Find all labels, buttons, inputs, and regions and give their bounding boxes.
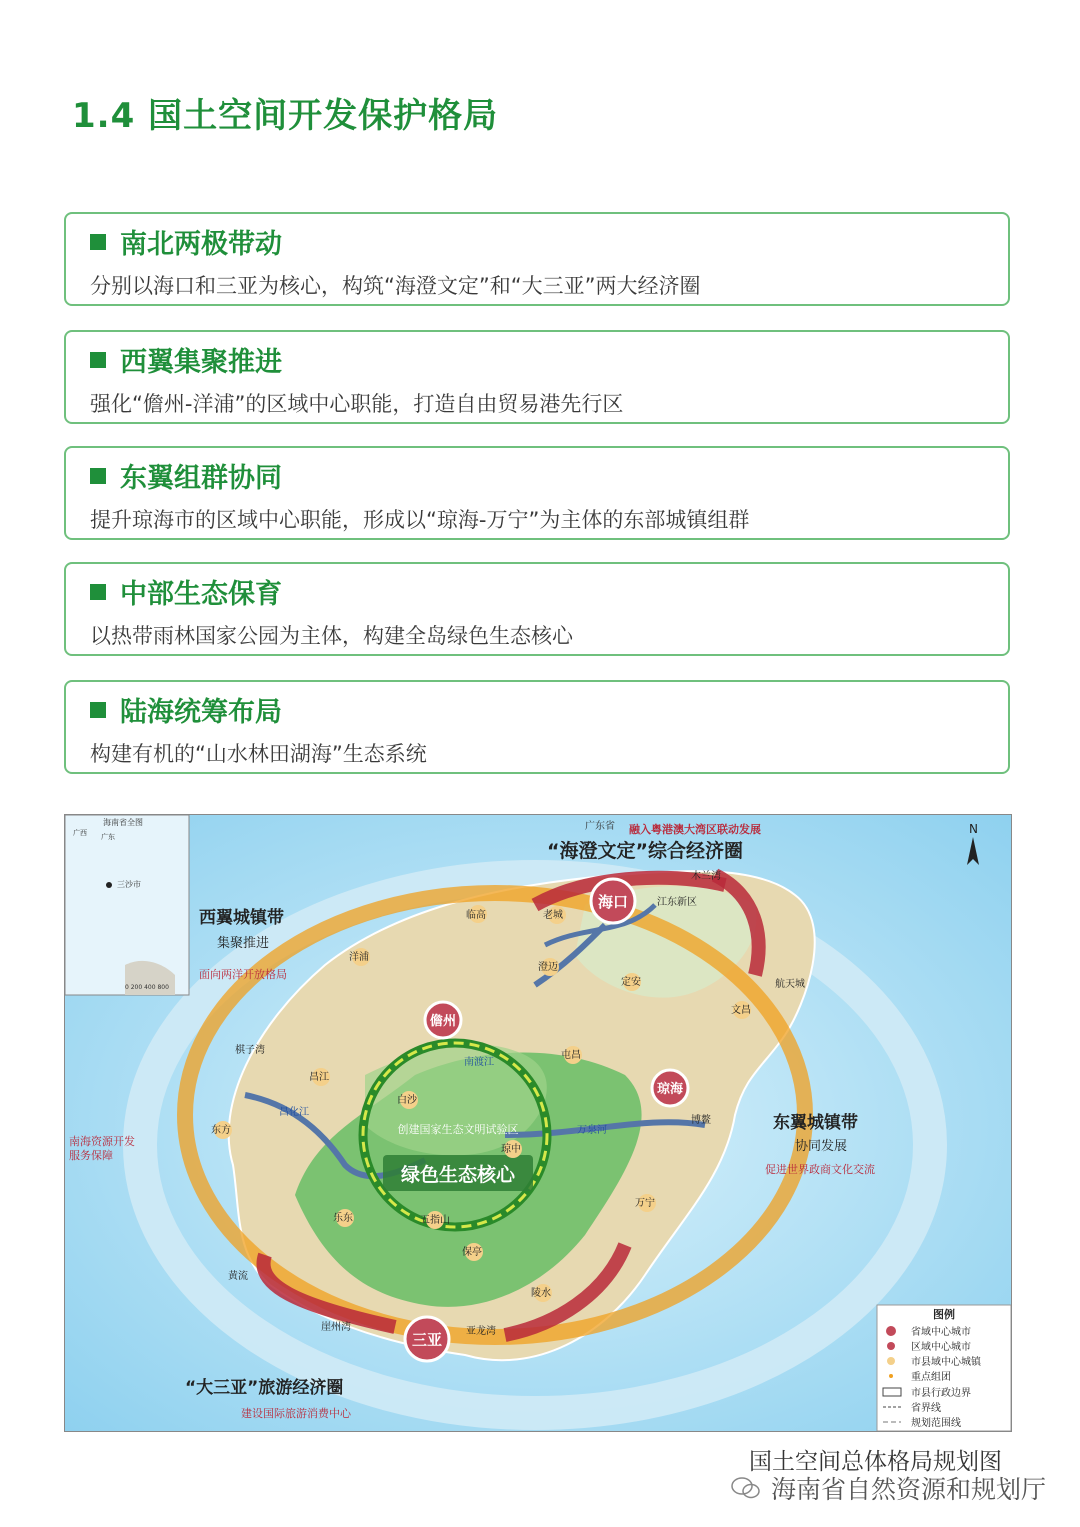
sea-note: 南海资源开发服务保障 [69, 1135, 135, 1162]
map-caption: 国土空间总体格局规划图 [749, 1449, 1002, 1475]
card-east-wing [64, 446, 1010, 540]
city-yazhouwan: 崖州湾 [321, 1322, 351, 1333]
city-wuzhishan: 五指山 [420, 1215, 450, 1226]
west-belt-note: 面向两洋开放格局 [199, 968, 287, 981]
inset-scale: 0 200 400 800 [125, 984, 169, 991]
north-circle-label: “海澄文定”综合经济圈 [547, 840, 743, 862]
card-desc: 提升琼海市的区域中心职能，形成以“琼海-万宁”为主体的东部城镇组群 [90, 508, 750, 532]
bullet-square [90, 702, 106, 718]
inset-guangxi: 广西 [73, 829, 87, 837]
river-changhua-label: 昌化江 [279, 1107, 309, 1118]
city-baoting: 保亭 [462, 1247, 482, 1258]
card-title: 东翼组群协同 [120, 463, 282, 494]
card-title: 西翼集聚推进 [120, 347, 282, 378]
city-yangpu: 洋浦 [349, 952, 369, 963]
city-danzhou: 儋州 [429, 1014, 457, 1029]
city-mulanwan: 木兰湾 [691, 871, 721, 882]
core-sub-label: 创建国家生态文明试验区 [397, 1123, 519, 1136]
city-wenchang: 文昌 [731, 1005, 751, 1016]
city-wanning: 万宁 [635, 1198, 655, 1209]
wechat-icon [731, 1476, 761, 1500]
legend-item-7: 规划范围线 [911, 1418, 961, 1429]
city-ledong: 乐东 [333, 1213, 353, 1224]
city-lingshui: 陵水 [531, 1288, 551, 1299]
legend-title: 图例 [933, 1308, 955, 1321]
city-laocheng: 老城 [543, 910, 563, 921]
card-desc: 以热带雨林国家公园为主体，构建全岛绿色生态核心 [90, 624, 573, 648]
city-tunchang: 屯昌 [561, 1050, 581, 1061]
city-yalongwan: 亚龙湾 [466, 1326, 496, 1337]
city-sanya: 三亚 [411, 1331, 443, 1349]
river-nandu-label: 南渡江 [464, 1057, 494, 1068]
city-jiangdong: 江东新区 [657, 897, 697, 908]
river-wanquan-label: 万泉河 [577, 1125, 607, 1136]
city-dongfang: 东方 [211, 1125, 231, 1136]
bullet-square [90, 468, 106, 484]
city-boao: 博鳌 [691, 1115, 711, 1126]
inset-guangdong: 广东 [101, 833, 115, 841]
legend-item-6: 省界线 [911, 1403, 941, 1414]
city-haikou: 海口 [597, 893, 629, 911]
legend-item-4: 重点组团 [911, 1372, 951, 1383]
north-label: N [969, 822, 978, 836]
city-baisha: 白沙 [397, 1095, 417, 1106]
city-chengmai: 澄迈 [538, 962, 558, 973]
page-title: 1.4 国土空间开发保护格局 [72, 96, 499, 136]
legend-item-3: 市县域中心城镇 [911, 1357, 981, 1368]
legend-box [877, 1305, 1011, 1431]
city-qiongzhong: 琼中 [501, 1144, 521, 1155]
bay-area-label: 融入粤港澳大湾区联动发展 [629, 823, 761, 836]
east-belt-label: 东翼城镇带 [773, 1113, 858, 1133]
south-circle-label: “大三亚”旅游经济圈 [185, 1378, 344, 1398]
card-land-sea [64, 680, 1010, 774]
city-changjiang: 昌江 [309, 1072, 329, 1083]
east-belt-note: 促进世界政商文化交流 [765, 1163, 875, 1176]
west-belt-label: 西翼城镇带 [199, 908, 284, 928]
west-belt-sub: 集聚推进 [217, 936, 270, 951]
bullet-square [90, 234, 106, 250]
city-lingao: 临高 [466, 910, 486, 921]
city-dingan: 定安 [621, 977, 641, 988]
card-desc: 分别以海口和三亚为核心，构筑“海澄文定”和“大三亚”两大经济圈 [90, 274, 701, 298]
core-label: 绿色生态核心 [400, 1164, 516, 1186]
card-title: 陆海统筹布局 [120, 697, 282, 728]
watermark-text: 海南省自然资源和规划厅 [770, 1475, 1046, 1504]
card-desc: 构建有机的“山水林田湖海”生态系统 [90, 742, 427, 766]
card-central-ecology [64, 562, 1010, 656]
legend-item-2: 区域中心城市 [911, 1342, 971, 1353]
city-qionghai: 琼海 [656, 1082, 684, 1097]
card-west-wing [64, 330, 1010, 424]
south-circle-note: 建设国际旅游消费中心 [241, 1407, 351, 1420]
city-huangliu: 黄流 [228, 1271, 248, 1282]
watermark [731, 1470, 1046, 1506]
card-title: 南北两极带动 [120, 229, 282, 260]
inset-city: 三沙市 [117, 880, 141, 889]
bullet-square [90, 584, 106, 600]
inset-city-marker [106, 882, 112, 888]
card-north-south [64, 212, 1010, 306]
city-qiziwan: 棋子湾 [235, 1045, 265, 1056]
inset-title: 海南省全图 [103, 818, 143, 827]
legend-item-1: 省域中心城市 [911, 1327, 971, 1338]
card-title: 中部生态保育 [120, 579, 282, 610]
planning-map [64, 814, 1012, 1432]
guangdong-label: 广东省 [585, 821, 615, 832]
city-hangtian: 航天城 [775, 979, 805, 990]
card-desc: 强化“儋州-洋浦”的区域中心职能，打造自由贸易港先行区 [90, 392, 624, 416]
bullet-square [90, 352, 106, 368]
east-belt-sub: 协同发展 [795, 1139, 848, 1154]
legend-item-5: 市县行政边界 [911, 1388, 971, 1399]
